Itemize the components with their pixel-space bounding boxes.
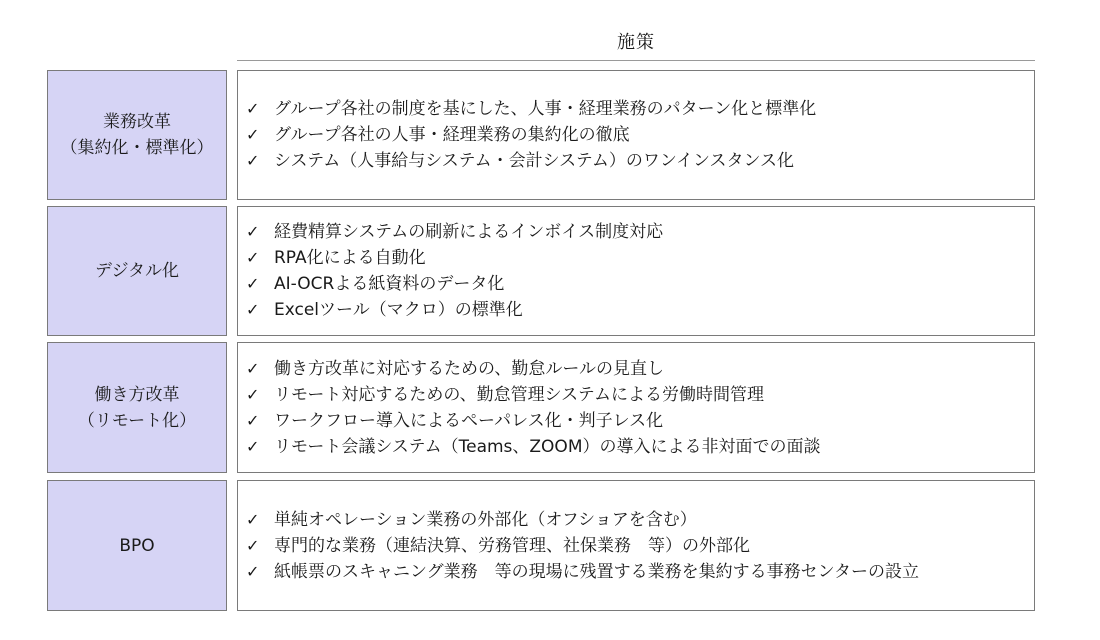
checkmark-icon: ✓	[246, 535, 260, 555]
measure-text: システム（人事給与システム・会計システム）のワンインスタンス化	[274, 151, 795, 171]
measure-text: 専門的な業務（連結決算、労務管理、社保業務 等）の外部化	[274, 535, 750, 556]
measure-text: 経費精算システムの刷新によるインボイス制度対応	[274, 222, 664, 242]
checkmark-icon: ✓	[246, 410, 260, 430]
category-box	[47, 206, 227, 336]
checkmark-icon: ✓	[246, 151, 260, 170]
category-box	[47, 480, 227, 611]
measure-text: 働き方改革に対応するための、勤怠ルールの見直し	[274, 358, 664, 379]
checkmark-icon: ✓	[246, 99, 260, 118]
measures-box	[237, 70, 1035, 200]
measure-text: ワークフロー導入によるペーパレス化・判子レス化	[274, 410, 664, 431]
measure-item	[244, 122, 1034, 148]
row-digitalization	[47, 206, 1035, 336]
category-label: 働き方改革 （リモート化）	[77, 384, 197, 431]
checkmark-icon: ✓	[246, 384, 260, 404]
category-label: デジタル化	[95, 261, 179, 281]
checkmark-icon: ✓	[246, 561, 260, 581]
measure-item	[244, 245, 1034, 271]
checkmark-icon: ✓	[246, 248, 260, 267]
checkmark-icon: ✓	[246, 509, 260, 529]
measure-text: グループ各社の制度を基にした、人事・経理業務のパターン化と標準化	[274, 99, 817, 119]
category-label: BPO	[119, 535, 155, 556]
row-bpo	[47, 480, 1035, 611]
measure-item	[244, 96, 1034, 122]
measure-item	[244, 434, 1034, 460]
row-business-reform	[47, 70, 1035, 200]
checkmark-icon: ✓	[246, 125, 260, 144]
measure-text: グループ各社の人事・経理業務の集約化の徹底	[274, 125, 630, 145]
checkmark-icon: ✓	[246, 436, 260, 456]
category-label: 業務改革 （集約化・標準化）	[60, 112, 214, 158]
measure-text: リモート会議システム（Teams、ZOOM）の導入による非対面での面談	[274, 436, 821, 457]
measures-box	[237, 206, 1035, 336]
checkmark-icon: ✓	[246, 300, 260, 319]
measure-item	[244, 219, 1034, 245]
measure-text: リモート対応するための、勤怠管理システムによる労働時間管理	[274, 384, 764, 405]
measure-text: 単純オペレーション業務の外部化（オフショアを含む）	[274, 509, 697, 530]
category-box	[47, 70, 227, 200]
measure-item	[244, 382, 1034, 408]
measures-header-title: 施策	[617, 32, 655, 53]
measure-text: AI-OCRよる紙資料のデータ化	[274, 274, 505, 294]
measure-text: RPA化による自動化	[274, 248, 426, 268]
measures-header	[237, 28, 1035, 61]
measure-item	[244, 271, 1034, 297]
checkmark-icon: ✓	[246, 274, 260, 293]
category-box	[47, 342, 227, 473]
measures-box	[237, 342, 1035, 473]
checkmark-icon: ✓	[246, 222, 260, 241]
measure-item	[244, 297, 1034, 323]
measure-item	[244, 559, 1034, 585]
measure-item	[244, 148, 1034, 174]
measure-item	[244, 356, 1034, 382]
row-workstyle-reform	[47, 342, 1035, 473]
measure-item	[244, 408, 1034, 434]
measure-item	[244, 533, 1034, 559]
checkmark-icon: ✓	[246, 358, 260, 378]
measures-box	[237, 480, 1035, 611]
measure-text: 紙帳票のスキャニング業務 等の現場に残置する業務を集約する事務センターの設立	[274, 561, 919, 582]
measure-item	[244, 507, 1034, 533]
measure-text: Excelツール（マクロ）の標準化	[274, 300, 523, 320]
